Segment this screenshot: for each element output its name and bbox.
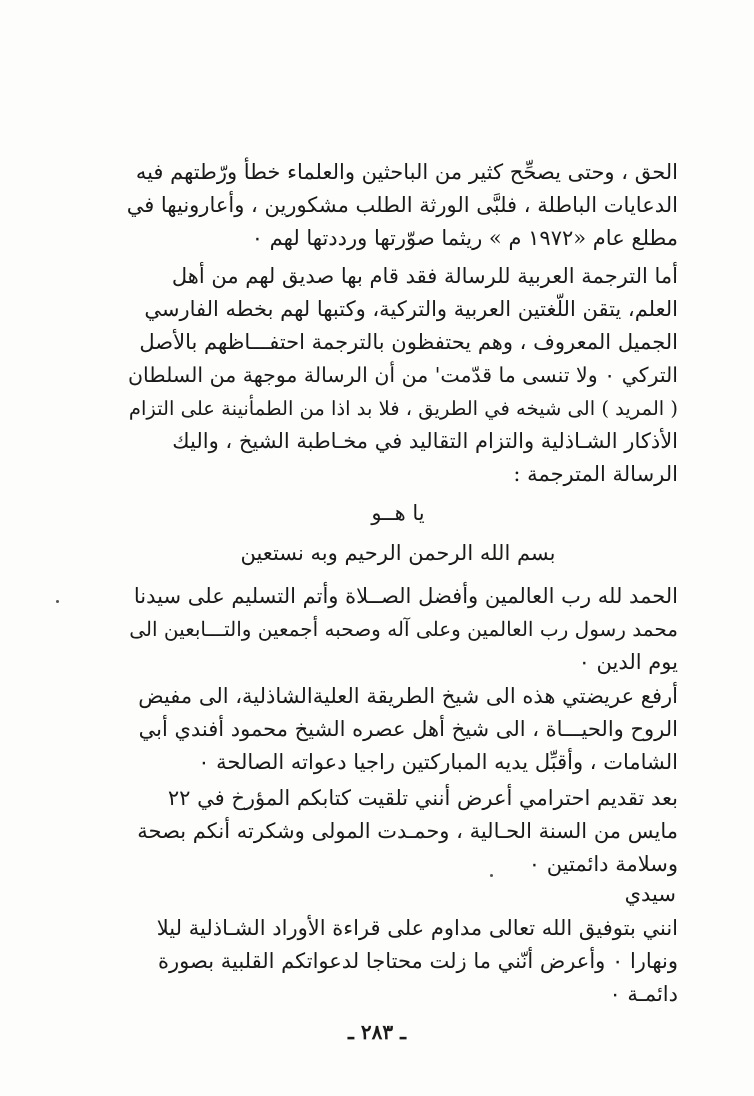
text-line: الدعايات الباطلة ، فلبَّى الورثة الطلب مشكورين ، وأعارونيها في xyxy=(126,193,678,217)
text-line: الروح والحيـــاة ، الى شيخ أهل عصره الشيخ محمود أفندي أبي xyxy=(138,717,678,741)
text-line: يوم الدين ٠ xyxy=(578,650,678,674)
letter-basmala: بسم الله الرحمن الرحيم وبه نستعين xyxy=(240,541,556,565)
text-line: أرفع عريضتي هذه الى شيخ الطريقة العليةالشاذلية، الى مفيض xyxy=(138,684,678,708)
text-line: العلم، يتقن اللّغتين العربية والتركية، وكتبها لهم بخطه الفارسي xyxy=(144,297,678,321)
text-line: ( المريد ) الى شيخه في الطريق ، فلا بد اذا من الطمأنينة على التزام xyxy=(128,397,678,420)
text-line: مطلع عام «١٩٧٢ م » ريثما صوّرتها ورددتها لهم ٠ xyxy=(251,226,678,250)
text-line: مايس من السنة الحـالية ، وحمـدت المولى وشكرته أنكم بصحة xyxy=(137,819,678,843)
text-line: دائمـة ٠ xyxy=(609,982,678,1006)
text-line: أما الترجمة العربية للرسالة فقد قام بها صديق لهم من أهل xyxy=(171,264,678,288)
text-line: ونهارا ٠ وأعرض أنّني ما زلت محتاجا لدعواتكم القلبية بصورة xyxy=(158,949,678,973)
paragraph-petition xyxy=(118,680,678,779)
text-line: الحق ، وحتى يصحِّح كثير من الباحثين والعلماء خطأ ورّطتهم فيه xyxy=(135,160,678,184)
text-line: التركي ٠ ولا تنسى ما قدّمت' من أن الرسالة موجهة من السلطان xyxy=(127,363,678,387)
scan-speck xyxy=(490,874,493,877)
text-line: الحمد لله رب العالمين وأفضل الصــلاة وأتم التسليم على سيدنا xyxy=(133,584,678,608)
text-line: الشامات ، وأقبِّل يديه المباركتين راجيا دعواته الصالحة ٠ xyxy=(198,750,678,774)
letter-heading-ya-hu: يا هــو xyxy=(371,501,425,525)
text-line: انني بتوفيق الله تعالى مداوم على قراءة الأوراد الشـاذلية ليلا xyxy=(156,916,678,940)
paragraph-praise xyxy=(118,580,678,679)
text-line: وسلامة دائمتين ٠ xyxy=(528,852,678,876)
page-number: ـ ٢٨٣ ـ xyxy=(348,1020,406,1044)
text-line: الأذكار الشـاذلية والتزام التقاليد في مخـاطبة الشيخ ، واليك xyxy=(172,429,678,453)
text-line: بعد تقديم احترامي أعرض أنني تلقيت كتابكم المؤرخ في ٢٢ xyxy=(167,786,678,810)
paragraph-awrad xyxy=(118,912,678,1011)
text-line: الرسالة المترجمة : xyxy=(513,462,678,486)
text-line: الجميل المعروف ، وهم يحتفظون بالترجمة احتفـــاظهم بالأصل xyxy=(139,330,678,354)
paragraph-translation-note xyxy=(118,260,678,491)
paragraph-letter-received xyxy=(118,782,678,881)
scan-speck xyxy=(56,600,59,603)
salutation-sayyidi: سيدي xyxy=(624,882,676,906)
text-line: محمد رسول رب العالمين وعلى آله وصحبه أجمعين والتـــابعين الى xyxy=(129,617,678,641)
paragraph-intro-ending xyxy=(118,156,678,255)
